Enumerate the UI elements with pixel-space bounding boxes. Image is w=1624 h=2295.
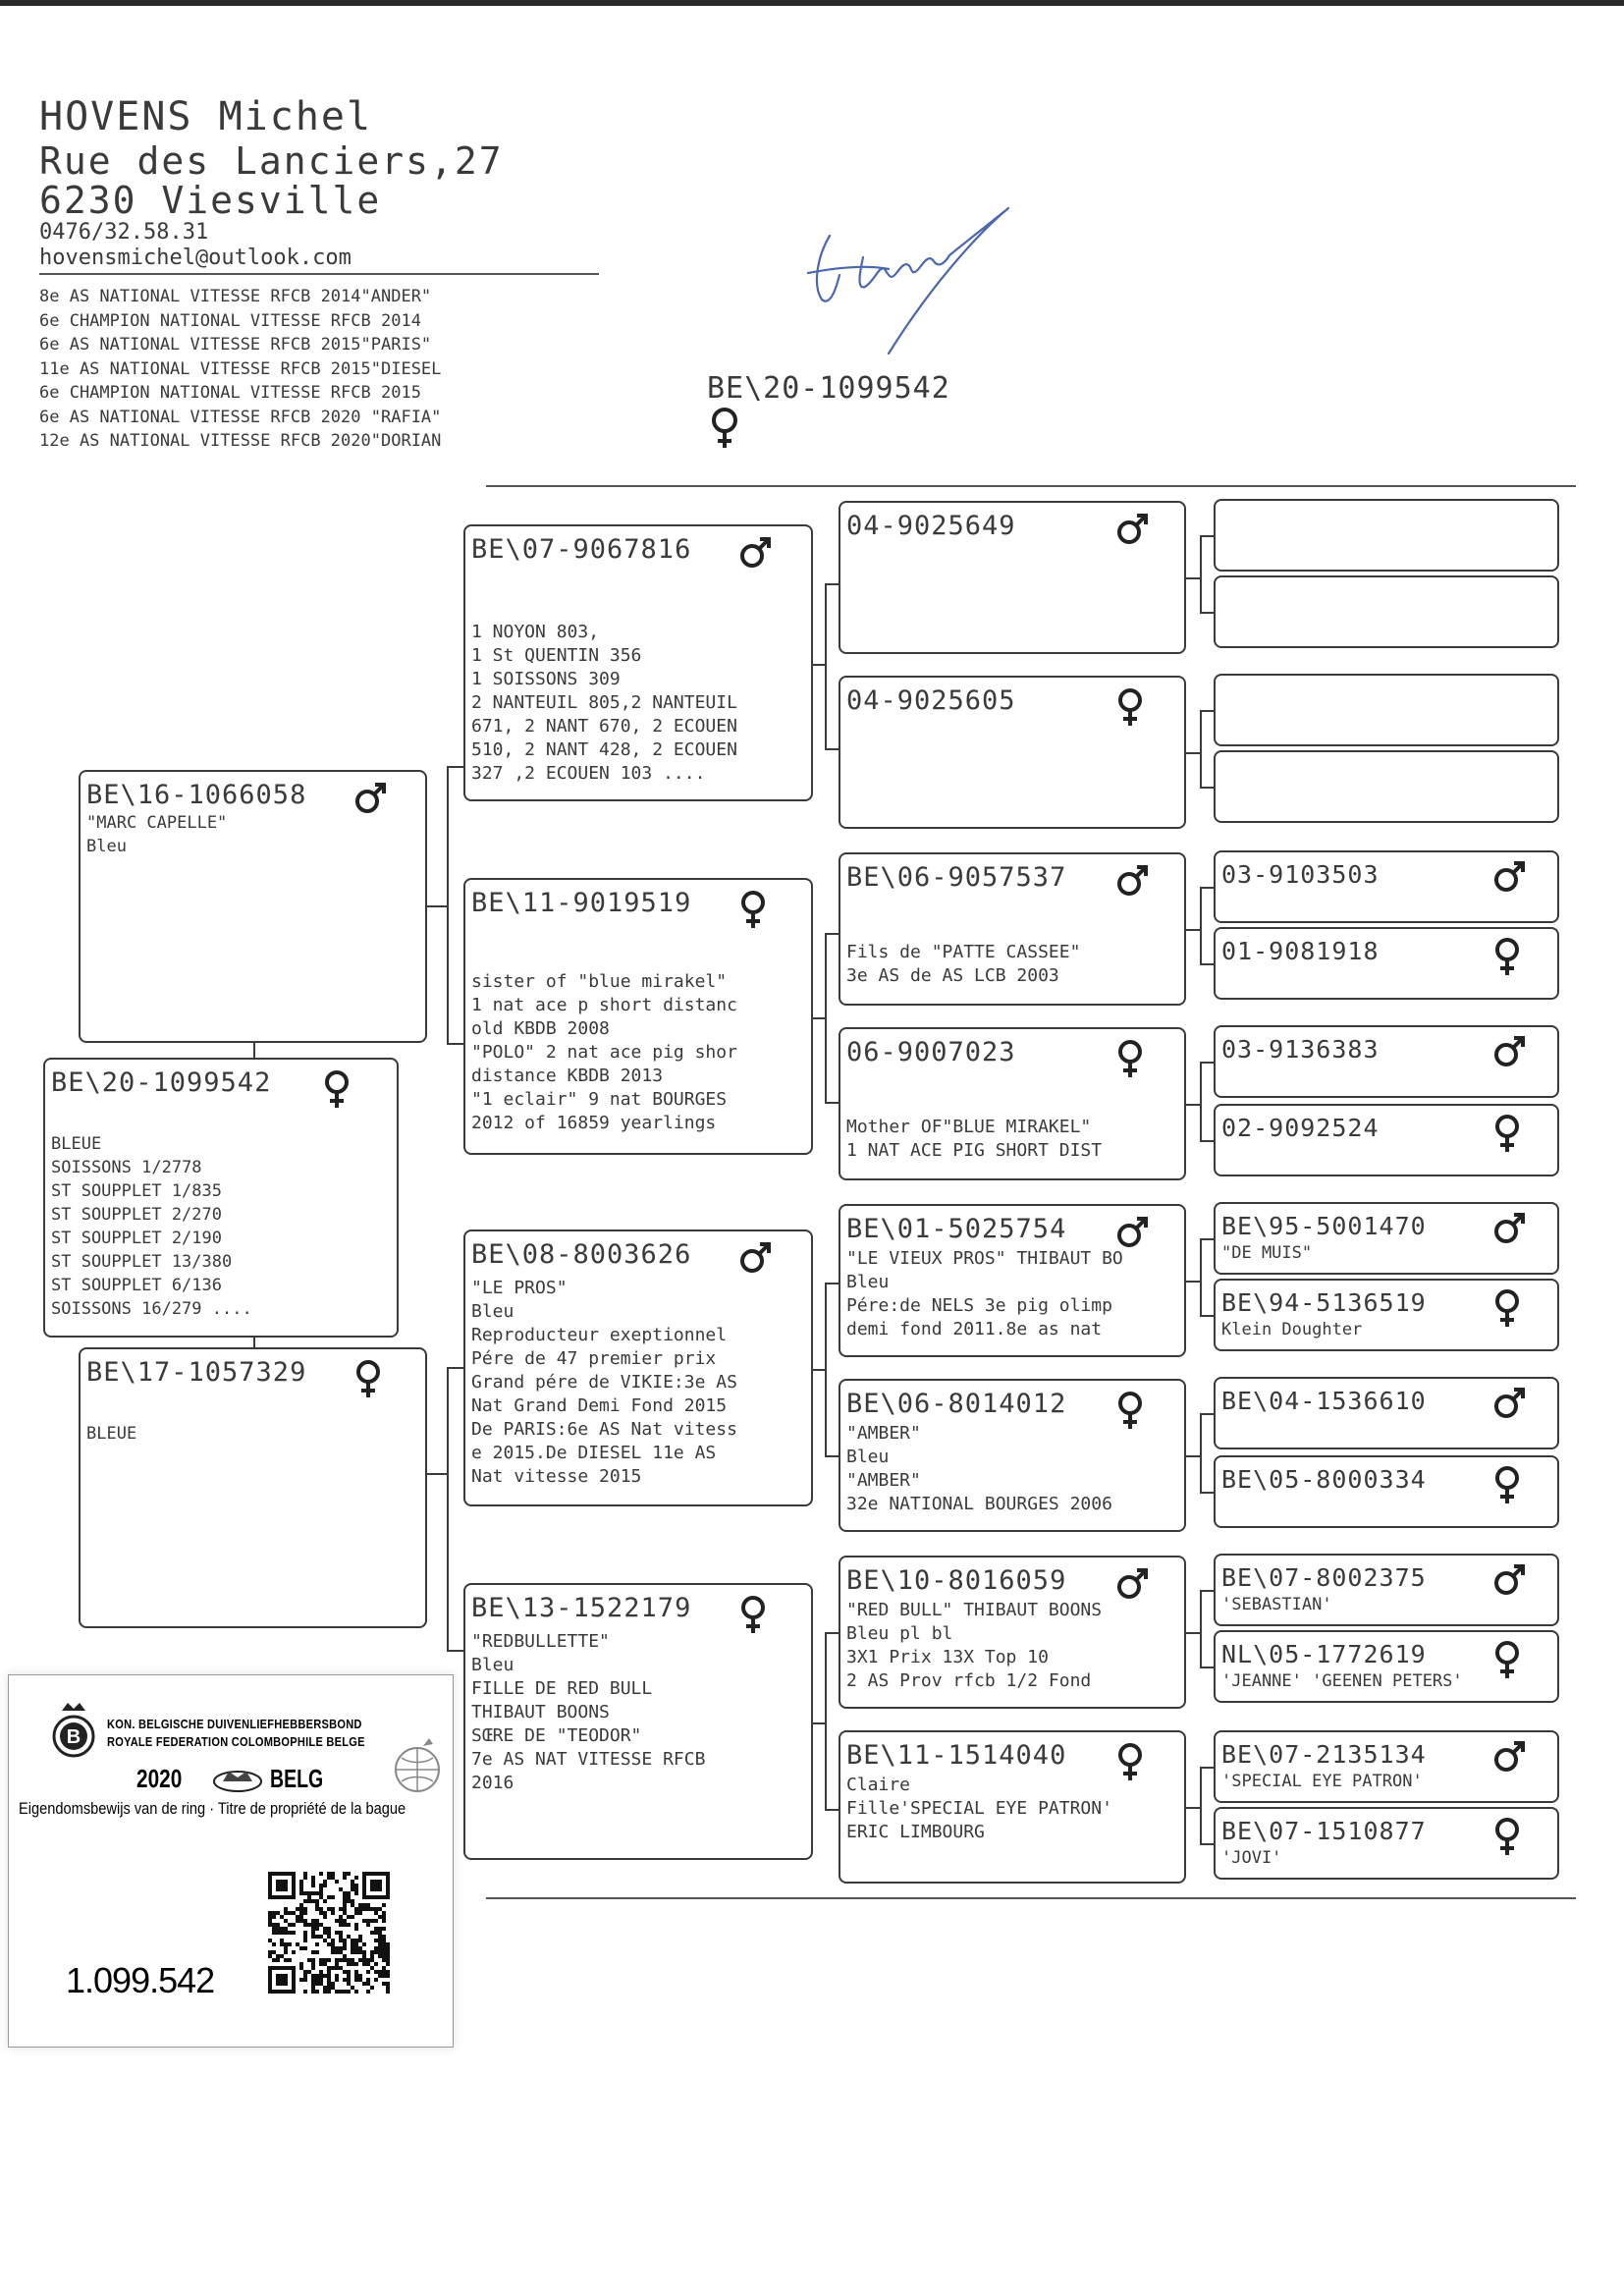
pedigree-box-gen4-11 bbox=[1214, 1377, 1559, 1449]
pigeon-ring-number: BE\05-8000334 bbox=[1221, 1465, 1427, 1494]
card-org-fr: ROYALE FEDERATION COLOMBOPHILE BELGE bbox=[107, 1734, 365, 1749]
connector-line bbox=[253, 1338, 255, 1347]
pigeon-ring-number: BE\16-1066058 bbox=[86, 780, 307, 810]
connector-line bbox=[1186, 1632, 1200, 1634]
achievement-item: 6e AS NATIONAL VITESSE RFCB 2015"PARIS" bbox=[39, 335, 432, 355]
connector-line bbox=[1200, 1140, 1214, 1142]
female-symbol-icon bbox=[738, 890, 768, 933]
pedigree-box-gen3-5 bbox=[839, 1204, 1186, 1357]
connector-line bbox=[1186, 1104, 1200, 1106]
connector-line bbox=[1200, 1767, 1214, 1769]
pedigree-box-dam bbox=[79, 1347, 427, 1628]
connector-line bbox=[1200, 787, 1214, 789]
pigeon-notes bbox=[1221, 1318, 1362, 1341]
pigeon-ring-number: BE\17-1057329 bbox=[86, 1357, 307, 1388]
note-line: "AMBER" bbox=[846, 1470, 921, 1491]
pigeon-ring-number: NL\05-1772619 bbox=[1221, 1640, 1427, 1668]
connector-line bbox=[825, 933, 839, 935]
note-line: "AMBER" bbox=[846, 1423, 921, 1444]
connector-line bbox=[825, 1632, 839, 1634]
pigeon-ring-number: BE\07-9067816 bbox=[471, 534, 692, 565]
female-symbol-icon bbox=[1492, 1640, 1522, 1683]
pedigree-box-gen4-13 bbox=[1214, 1554, 1559, 1626]
male-symbol-icon bbox=[1492, 1563, 1526, 1601]
note-line: 'SEBASTIAN' bbox=[1221, 1595, 1332, 1614]
pigeon-notes bbox=[846, 1116, 1102, 1163]
connector-line bbox=[1200, 535, 1214, 537]
note-line: Fils de "PATTE CASSEE" bbox=[846, 942, 1081, 962]
pigeon-ring-number: 04-9025605 bbox=[846, 685, 1016, 716]
female-symbol-icon bbox=[1492, 1288, 1522, 1332]
pigeon-notes bbox=[1221, 1846, 1281, 1870]
connector-line bbox=[447, 1043, 464, 1045]
note-line: e 2015.De DIESEL 11e AS bbox=[471, 1443, 717, 1463]
note-line: 1 St QUENTIN 356 bbox=[471, 645, 642, 666]
pigeon-ring-number: BE\11-9019519 bbox=[471, 888, 692, 918]
note-line: FILLE DE RED BULL bbox=[471, 1678, 653, 1699]
connector-line bbox=[447, 766, 464, 768]
pigeon-notes bbox=[1221, 1669, 1463, 1693]
male-symbol-icon bbox=[1115, 1567, 1149, 1605]
owner-email: hovensmichel@outlook.com bbox=[39, 246, 352, 270]
note-line: Pére de 47 premier prix bbox=[471, 1348, 717, 1369]
pedigree-box-gen3-8 bbox=[839, 1730, 1186, 1884]
pedigree-top-rule bbox=[486, 485, 1576, 487]
pigeon-ring-number: BE\08-8003626 bbox=[471, 1239, 692, 1270]
kbdb-logo-icon bbox=[48, 1701, 99, 1766]
pigeon-notes bbox=[471, 1630, 705, 1795]
connector-line bbox=[1186, 1455, 1200, 1457]
pigeon-notes bbox=[1221, 1593, 1332, 1616]
connector-line bbox=[1200, 1667, 1214, 1668]
note-line: 1 NOYON 803, bbox=[471, 622, 600, 642]
connector-line bbox=[813, 664, 825, 666]
connector-line bbox=[1200, 1413, 1202, 1492]
connector-line bbox=[1200, 1843, 1214, 1845]
connector-line bbox=[825, 1283, 827, 1455]
connector-line bbox=[1200, 887, 1214, 889]
note-line: SOISSONS 1/2778 bbox=[51, 1158, 202, 1177]
pedigree-box-gen3-1 bbox=[839, 501, 1186, 654]
male-symbol-icon bbox=[1115, 864, 1149, 902]
note-line: Bleu bbox=[471, 1655, 514, 1675]
pigeon-notes bbox=[471, 1277, 737, 1489]
connector-line bbox=[1186, 929, 1200, 931]
connector-line bbox=[1200, 1492, 1214, 1494]
male-symbol-icon bbox=[738, 1241, 772, 1279]
pedigree-box-gen2-4 bbox=[463, 1583, 813, 1860]
connector-line bbox=[825, 583, 839, 585]
card-title: Eigendomsbewijs van de ring · Titre de propriété de la bague bbox=[19, 1799, 406, 1818]
connector-line bbox=[427, 905, 447, 907]
pedigree-box-gen4-10 bbox=[1214, 1279, 1559, 1351]
note-line: 32e NATIONAL BOURGES 2006 bbox=[846, 1494, 1112, 1514]
note-line: Bleu pl bl bbox=[846, 1623, 953, 1644]
pigeon-notes bbox=[846, 1774, 1112, 1844]
note-line: "DE MUIS" bbox=[1221, 1243, 1313, 1263]
achievement-item: 6e CHAMPION NATIONAL VITESSE RFCB 2015 bbox=[39, 383, 421, 403]
pedigree-bottom-rule bbox=[486, 1897, 1576, 1899]
pigeon-ring-number: 03-9103503 bbox=[1221, 860, 1380, 889]
achievement-item: 8e AS NATIONAL VITESSE RFCB 2014"ANDER" bbox=[39, 287, 432, 306]
pigeon-ring-number: BE\11-1514040 bbox=[846, 1740, 1067, 1771]
note-line: ST SOUPPLET 1/835 bbox=[51, 1181, 222, 1201]
connector-line bbox=[1200, 1590, 1214, 1592]
note-line: ST SOUPPLET 6/136 bbox=[51, 1276, 222, 1295]
note-line: 510, 2 NANT 428, 2 ECOUEN bbox=[471, 739, 737, 760]
connector-line bbox=[1200, 1238, 1202, 1315]
note-line: Bleu bbox=[846, 1447, 890, 1467]
connector-line bbox=[1200, 710, 1202, 787]
owner-street: Rue des Lanciers,27 bbox=[39, 139, 504, 183]
female-symbol-icon bbox=[353, 1359, 383, 1402]
connector-line bbox=[1186, 752, 1200, 754]
pigeon-ring-number: BE\13-1522179 bbox=[471, 1593, 692, 1623]
pedigree-box-gen4-8 bbox=[1214, 1104, 1559, 1176]
pigeon-ring-number: BE\07-8002375 bbox=[1221, 1563, 1427, 1592]
connector-line bbox=[1200, 1238, 1214, 1240]
pigeon-ring-number: BE\06-9057537 bbox=[846, 862, 1067, 893]
connector-line bbox=[825, 583, 827, 748]
note-line: BLEUE bbox=[86, 1424, 137, 1444]
pigeon-ring-number: BE\10-8016059 bbox=[846, 1565, 1067, 1596]
achievement-item: 11e AS NATIONAL VITESSE RFCB 2015"DIESEL bbox=[39, 358, 442, 379]
connector-line bbox=[427, 1473, 447, 1475]
pigeon-ring-number: BE\95-5001470 bbox=[1221, 1212, 1427, 1240]
note-line: 'SPECIAL EYE PATRON' bbox=[1221, 1772, 1423, 1791]
male-symbol-icon bbox=[1492, 1387, 1526, 1424]
pedigree-box-gen3-4 bbox=[839, 1027, 1186, 1180]
note-line: Nat Grand Demi Fond 2015 bbox=[471, 1395, 728, 1416]
connector-line bbox=[1200, 1590, 1202, 1667]
note-line: 2 NANTEUIL 805,2 NANTEUIL bbox=[471, 692, 737, 713]
pigeon-ring-number: BE\01-5025754 bbox=[846, 1214, 1067, 1244]
connector-line bbox=[1186, 1281, 1200, 1283]
note-line: Claire bbox=[846, 1775, 911, 1795]
connector-line bbox=[1200, 612, 1214, 614]
male-symbol-icon bbox=[738, 536, 772, 574]
pigeon-ring-number: 03-9136383 bbox=[1221, 1035, 1380, 1064]
male-symbol-icon bbox=[353, 782, 387, 819]
pigeon-notes bbox=[86, 811, 227, 858]
pedigree-box-gen4-5 bbox=[1214, 850, 1559, 923]
achievement-item: 6e AS NATIONAL VITESSE RFCB 2020 "RAFIA" bbox=[39, 407, 442, 427]
male-symbol-icon bbox=[1492, 1035, 1526, 1072]
pedigree-box-gen3-3 bbox=[839, 852, 1186, 1006]
pigeon-ring-number: BE\04-1536610 bbox=[1221, 1387, 1427, 1415]
note-line: Fille'SPECIAL EYE PATRON' bbox=[846, 1798, 1112, 1819]
pigeon-notes bbox=[471, 970, 737, 1135]
male-symbol-icon bbox=[1492, 860, 1526, 898]
note-line: "POLO" 2 nat ace pig shor bbox=[471, 1042, 737, 1063]
female-symbol-icon bbox=[1115, 1391, 1145, 1434]
note-line: 2016 bbox=[471, 1773, 514, 1793]
svg-text:B: B bbox=[66, 1726, 81, 1748]
note-line: "LE PROS" bbox=[471, 1278, 568, 1298]
pedigree-box-gen4-15 bbox=[1214, 1730, 1559, 1803]
connector-line bbox=[447, 1367, 449, 1652]
connector-line bbox=[447, 766, 449, 1045]
connector-line bbox=[825, 1632, 827, 1809]
note-line: SŒRE DE "TEODOR" bbox=[471, 1725, 642, 1746]
female-symbol-icon bbox=[1115, 1039, 1145, 1082]
connector-line bbox=[253, 1043, 255, 1058]
note-line: distance KBDB 2013 bbox=[471, 1066, 664, 1086]
pedigree-box-gen2-2 bbox=[463, 878, 813, 1155]
connector-line bbox=[1200, 1767, 1202, 1843]
header-divider bbox=[39, 273, 599, 275]
note-line: 7e AS NAT VITESSE RFCB bbox=[471, 1749, 706, 1770]
female-symbol-icon bbox=[1492, 1465, 1522, 1508]
pigeon-ring-number: 02-9092524 bbox=[1221, 1114, 1380, 1142]
crown-emblem-icon bbox=[211, 1764, 264, 1795]
connector-line bbox=[1200, 710, 1214, 712]
note-line: 1 SOISSONS 309 bbox=[471, 669, 621, 689]
owner-city: 6230 Viesville bbox=[39, 179, 382, 222]
pedigree-box-gen4-1 bbox=[1214, 499, 1559, 572]
female-symbol-icon bbox=[738, 1595, 768, 1638]
note-line: 'JOVI' bbox=[1221, 1848, 1282, 1868]
signature-image bbox=[800, 196, 1016, 363]
owner-name: HOVENS Michel bbox=[39, 94, 373, 139]
male-symbol-icon bbox=[1115, 513, 1149, 550]
pigeon-ring-number: 04-9025649 bbox=[846, 511, 1016, 541]
pigeon-ring-number: 06-9007023 bbox=[846, 1037, 1016, 1067]
qr-code-icon bbox=[268, 1872, 390, 1994]
pedigree-box-gen4-6 bbox=[1214, 927, 1559, 1000]
note-line: 671, 2 NANT 670, 2 ECOUEN bbox=[471, 716, 737, 737]
note-line: 2 AS Prov rfcb 1/2 Fond bbox=[846, 1670, 1092, 1691]
connector-line bbox=[1200, 1315, 1214, 1317]
achievement-item: 12e AS NATIONAL VITESSE RFCB 2020"DORIAN bbox=[39, 431, 442, 451]
female-symbol-icon bbox=[1492, 937, 1522, 980]
female-symbol-icon bbox=[1115, 1742, 1145, 1785]
note-line: BLEUE bbox=[51, 1134, 102, 1154]
note-line: 1 nat ace p short distanc bbox=[471, 995, 737, 1015]
note-line: demi fond 2011.8e as nat bbox=[846, 1319, 1103, 1339]
pigeon-notes bbox=[846, 1247, 1123, 1341]
male-symbol-icon bbox=[1492, 1212, 1526, 1249]
pigeon-notes bbox=[471, 621, 737, 786]
card-org-nl: KON. BELGISCHE DUIVENLIEFHEBBERSBOND bbox=[107, 1717, 362, 1731]
note-line: Reproducteur exeptionnel bbox=[471, 1325, 728, 1345]
note-line: 'JEANNE' 'GEENEN PETERS' bbox=[1221, 1671, 1463, 1691]
connector-line bbox=[1200, 1062, 1202, 1140]
card-ring-number: 1.099.542 bbox=[66, 1960, 215, 2000]
pedigree-box-gen3-7 bbox=[839, 1556, 1186, 1709]
fci-globe-logo-icon bbox=[390, 1736, 445, 1797]
note-line: Mother OF"BLUE MIRAKEL" bbox=[846, 1117, 1092, 1137]
note-line: "REDBULLETTE" bbox=[471, 1631, 610, 1652]
note-line: "LE VIEUX PROS" THIBAUT BO bbox=[846, 1248, 1123, 1269]
connector-line bbox=[825, 1102, 839, 1104]
note-line: Bleu bbox=[86, 837, 127, 856]
pedigree-box-gen4-12 bbox=[1214, 1455, 1559, 1528]
female-symbol-icon bbox=[709, 407, 740, 450]
pigeon-ring-number: BE\20-1099542 bbox=[51, 1067, 272, 1098]
connector-line bbox=[813, 1017, 825, 1019]
pigeon-ring-number: BE\94-5136519 bbox=[1221, 1288, 1427, 1317]
card-year: 2020 bbox=[136, 1764, 183, 1793]
note-line: Pére:de NELS 3e pig olimp bbox=[846, 1295, 1112, 1316]
pigeon-ring-number: BE\06-8014012 bbox=[846, 1389, 1067, 1419]
connector-line bbox=[825, 1283, 839, 1284]
connector-line bbox=[813, 1722, 825, 1724]
note-line: ST SOUPPLET 2/270 bbox=[51, 1205, 222, 1225]
note-line: Nat vitesse 2015 bbox=[471, 1466, 642, 1487]
pedigree-box-gen3-2 bbox=[839, 676, 1186, 829]
pedigree-box-subject bbox=[43, 1058, 399, 1338]
pedigree-box-sire bbox=[79, 770, 427, 1043]
note-line: 2012 of 16859 yearlings bbox=[471, 1113, 717, 1133]
note-line: 327 ,2 ECOUEN 103 .... bbox=[471, 763, 706, 784]
subject-ring-number: BE\20-1099542 bbox=[707, 371, 950, 406]
pedigree-box-gen4-3 bbox=[1214, 674, 1559, 746]
achievements-list bbox=[39, 285, 441, 454]
pedigree-box-gen4-2 bbox=[1214, 575, 1559, 648]
note-line: "1 eclair" 9 nat BOURGES bbox=[471, 1089, 728, 1110]
note-line: 3e AS de AS LCB 2003 bbox=[846, 965, 1059, 986]
pedigree-box-gen2-3 bbox=[463, 1229, 813, 1506]
pedigree-box-gen4-16 bbox=[1214, 1807, 1559, 1880]
owner-phone: 0476/32.58.31 bbox=[39, 220, 209, 245]
connector-line bbox=[813, 1369, 825, 1371]
achievement-item: 6e CHAMPION NATIONAL VITESSE RFCB 2014 bbox=[39, 310, 421, 331]
note-line: Klein Doughter bbox=[1221, 1320, 1363, 1339]
connector-line bbox=[1200, 1413, 1214, 1415]
note-line: "RED BULL" THIBAUT BOONS bbox=[846, 1600, 1103, 1620]
female-symbol-icon bbox=[1492, 1114, 1522, 1157]
female-symbol-icon bbox=[1492, 1817, 1522, 1860]
connector-line bbox=[825, 748, 839, 750]
pigeon-notes bbox=[1221, 1241, 1312, 1265]
connector-line bbox=[825, 1809, 839, 1811]
connector-line bbox=[1200, 887, 1202, 963]
note-line: ERIC LIMBOURG bbox=[846, 1822, 985, 1842]
connector-line bbox=[447, 1367, 464, 1369]
female-symbol-icon bbox=[322, 1069, 352, 1113]
note-line: SOISSONS 16/279 .... bbox=[51, 1299, 252, 1319]
female-symbol-icon bbox=[1115, 687, 1145, 731]
pigeon-notes bbox=[86, 1422, 136, 1446]
note-line: "MARC CAPELLE" bbox=[86, 813, 228, 833]
note-line: 1 NAT ACE PIG SHORT DIST bbox=[846, 1140, 1103, 1161]
pigeon-ring-number: BE\07-2135134 bbox=[1221, 1740, 1427, 1769]
pigeon-notes bbox=[846, 941, 1080, 988]
pigeon-ring-number: 01-9081918 bbox=[1221, 937, 1380, 965]
pigeon-notes bbox=[846, 1422, 1112, 1516]
pigeon-ring-number: BE\07-1510877 bbox=[1221, 1817, 1427, 1845]
note-line: old KBDB 2008 bbox=[471, 1018, 610, 1039]
connector-line bbox=[1186, 577, 1200, 579]
male-symbol-icon bbox=[1492, 1740, 1526, 1777]
note-line: ST SOUPPLET 13/380 bbox=[51, 1252, 233, 1272]
pigeon-notes bbox=[846, 1599, 1102, 1693]
connector-line bbox=[1200, 963, 1214, 965]
pedigree-box-gen3-6 bbox=[839, 1379, 1186, 1532]
scan-top-edge bbox=[0, 0, 1624, 6]
pedigree-box-gen4-14 bbox=[1214, 1630, 1559, 1703]
connector-line bbox=[1186, 1807, 1200, 1809]
note-line: ST SOUPPLET 2/190 bbox=[51, 1229, 222, 1248]
pigeon-notes bbox=[51, 1132, 252, 1321]
note-line: Bleu bbox=[846, 1272, 890, 1292]
note-line: sister of "blue mirakel" bbox=[471, 971, 728, 992]
note-line: De PARIS:6e AS Nat vitess bbox=[471, 1419, 737, 1440]
pigeon-notes bbox=[1221, 1770, 1423, 1793]
note-line: THIBAUT BOONS bbox=[471, 1702, 610, 1722]
note-line: Grand pére de VIKIE:3e AS bbox=[471, 1372, 737, 1393]
connector-line bbox=[1200, 535, 1202, 612]
pedigree-box-gen4-9 bbox=[1214, 1202, 1559, 1275]
connector-line bbox=[825, 933, 827, 1102]
card-country: BELG bbox=[270, 1764, 324, 1793]
ring-ownership-card bbox=[8, 1674, 454, 2048]
note-line: Bleu bbox=[471, 1301, 514, 1322]
pedigree-box-gen4-4 bbox=[1214, 750, 1559, 823]
pedigree-box-gen4-7 bbox=[1214, 1025, 1559, 1098]
connector-line bbox=[825, 1455, 839, 1457]
connector-line bbox=[1200, 1062, 1214, 1064]
pedigree-box-gen2-1 bbox=[463, 524, 813, 801]
note-line: 3X1 Prix 13X Top 10 bbox=[846, 1647, 1049, 1667]
connector-line bbox=[447, 1650, 464, 1652]
